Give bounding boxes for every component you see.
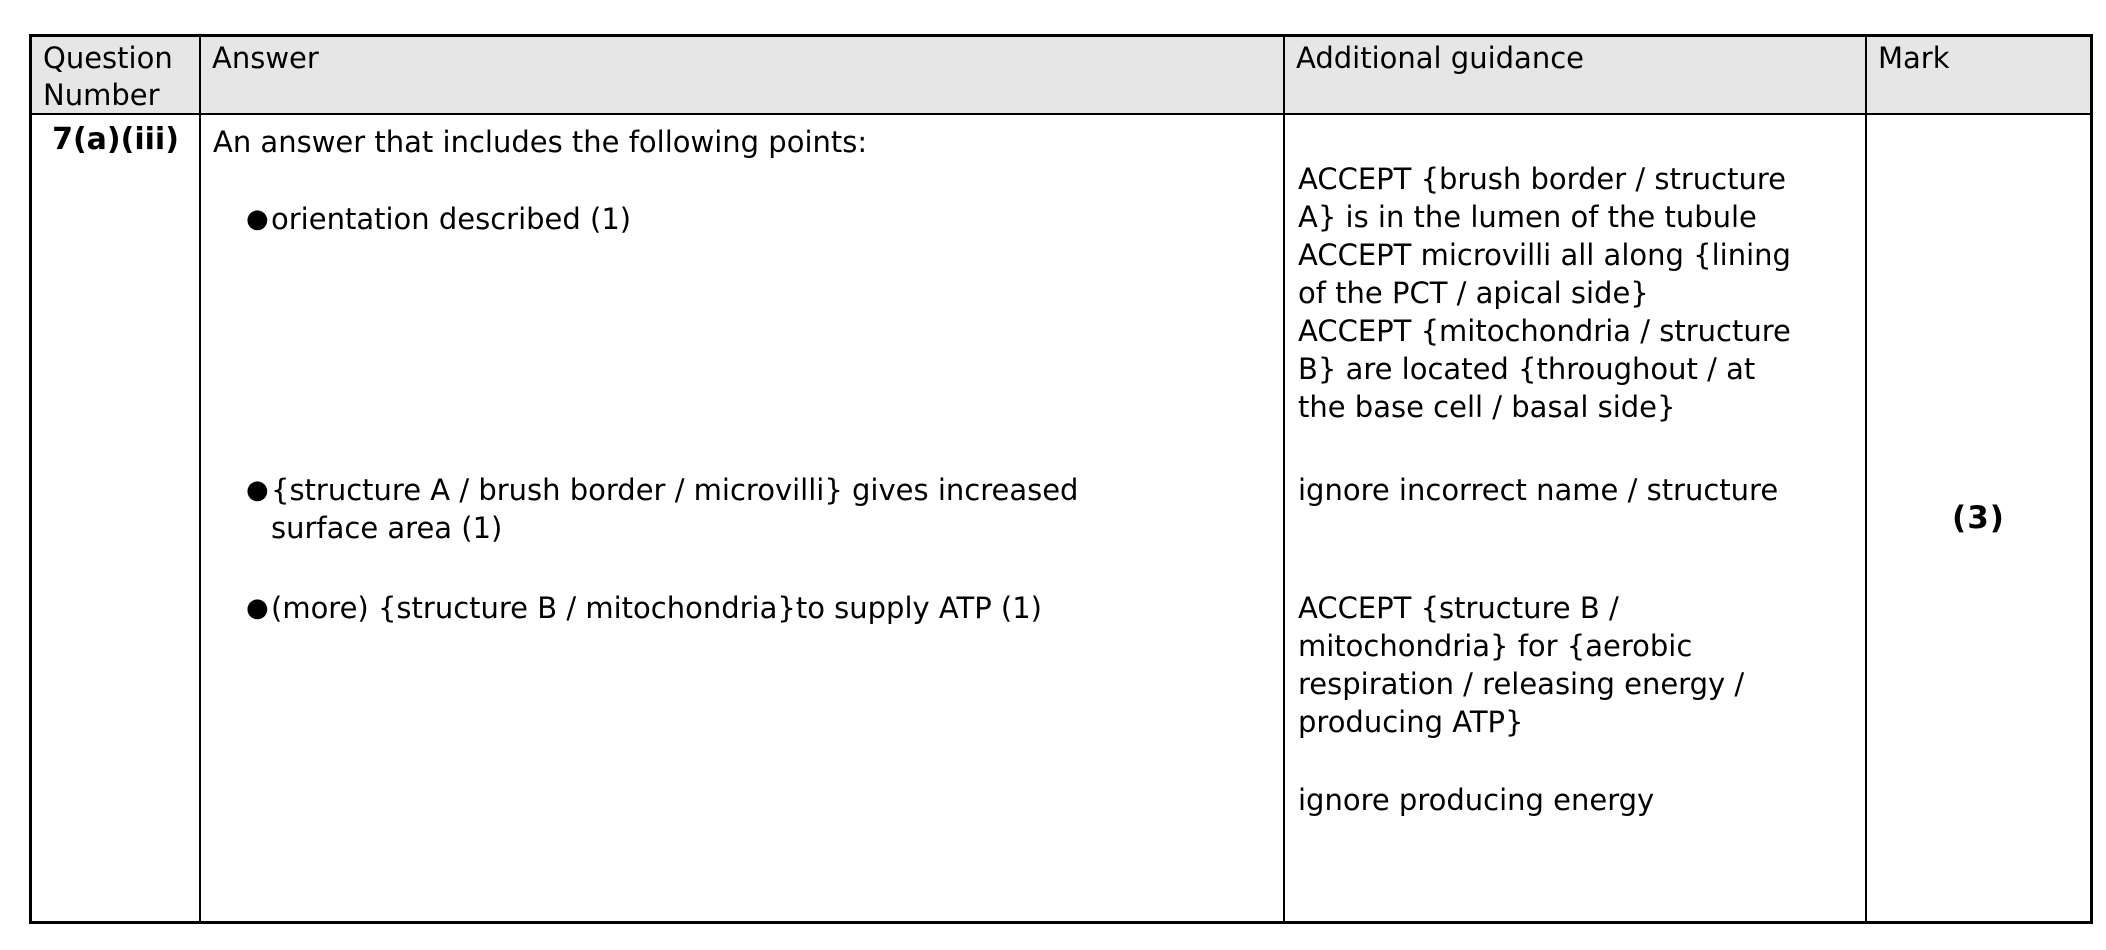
header-answer: Answer — [201, 37, 1285, 115]
cell-question-number — [32, 115, 201, 921]
guidance-ignore-block-2 — [1298, 781, 1859, 819]
bullet-dot-icon: ● — [246, 593, 269, 623]
guidance-line: of the PCT / apical side} — [1298, 276, 1649, 310]
guidance-line: ACCEPT {mitochondria / structure — [1298, 314, 1791, 348]
mark-scheme-table — [29, 34, 2093, 924]
guidance-line: ignore incorrect name / structure — [1298, 473, 1779, 507]
guidance-accept-block-2 — [1298, 589, 1859, 741]
mark-value: (3) — [1952, 500, 2005, 536]
answer-bullet-2-text: {structure A / brush border / microvilli} gives increased surface area (1) — [271, 473, 1079, 545]
cell-mark — [1867, 115, 2090, 921]
cell-answer — [201, 115, 1285, 921]
guidance-line: A} is in the lumen of the tubule — [1298, 200, 1757, 234]
guidance-line: ACCEPT {brush border / structure — [1298, 162, 1786, 196]
answer-bullet-2 — [213, 471, 1173, 547]
header-additional-guidance: Additional guidance — [1285, 37, 1867, 115]
header-mark: Mark — [1867, 37, 2090, 115]
cell-additional-guidance — [1285, 115, 1867, 921]
guidance-ignore-block-1 — [1298, 471, 1859, 509]
guidance-line: B} are located {throughout / at — [1298, 352, 1756, 386]
guidance-line: mitochondria} for {aerobic — [1298, 629, 1693, 663]
header-question-number: Question Number — [32, 37, 201, 115]
guidance-line: producing ATP} — [1298, 705, 1524, 739]
answer-bullet-1 — [213, 200, 1173, 238]
bullet-dot-icon: ● — [246, 475, 269, 505]
answer-bullet-3 — [213, 589, 1173, 627]
guidance-line: ACCEPT {structure B / — [1298, 591, 1619, 625]
answer-intro: An answer that includes the following points: — [213, 125, 868, 159]
guidance-accept-block-1 — [1298, 160, 1859, 426]
question-number-value: 7(a)(iii) — [52, 122, 179, 157]
guidance-line: ACCEPT microvilli all along {lining — [1298, 238, 1791, 272]
answer-bullet-1-text: orientation described (1) — [271, 202, 632, 236]
guidance-line: the base cell / basal side} — [1298, 390, 1676, 424]
guidance-line: respiration / releasing energy / — [1298, 667, 1745, 701]
bullet-dot-icon: ● — [246, 204, 269, 234]
guidance-line: ignore producing energy — [1298, 783, 1655, 817]
answer-bullet-3-text: (more) {structure B / mitochondria}to supply ATP (1) — [271, 591, 1042, 625]
